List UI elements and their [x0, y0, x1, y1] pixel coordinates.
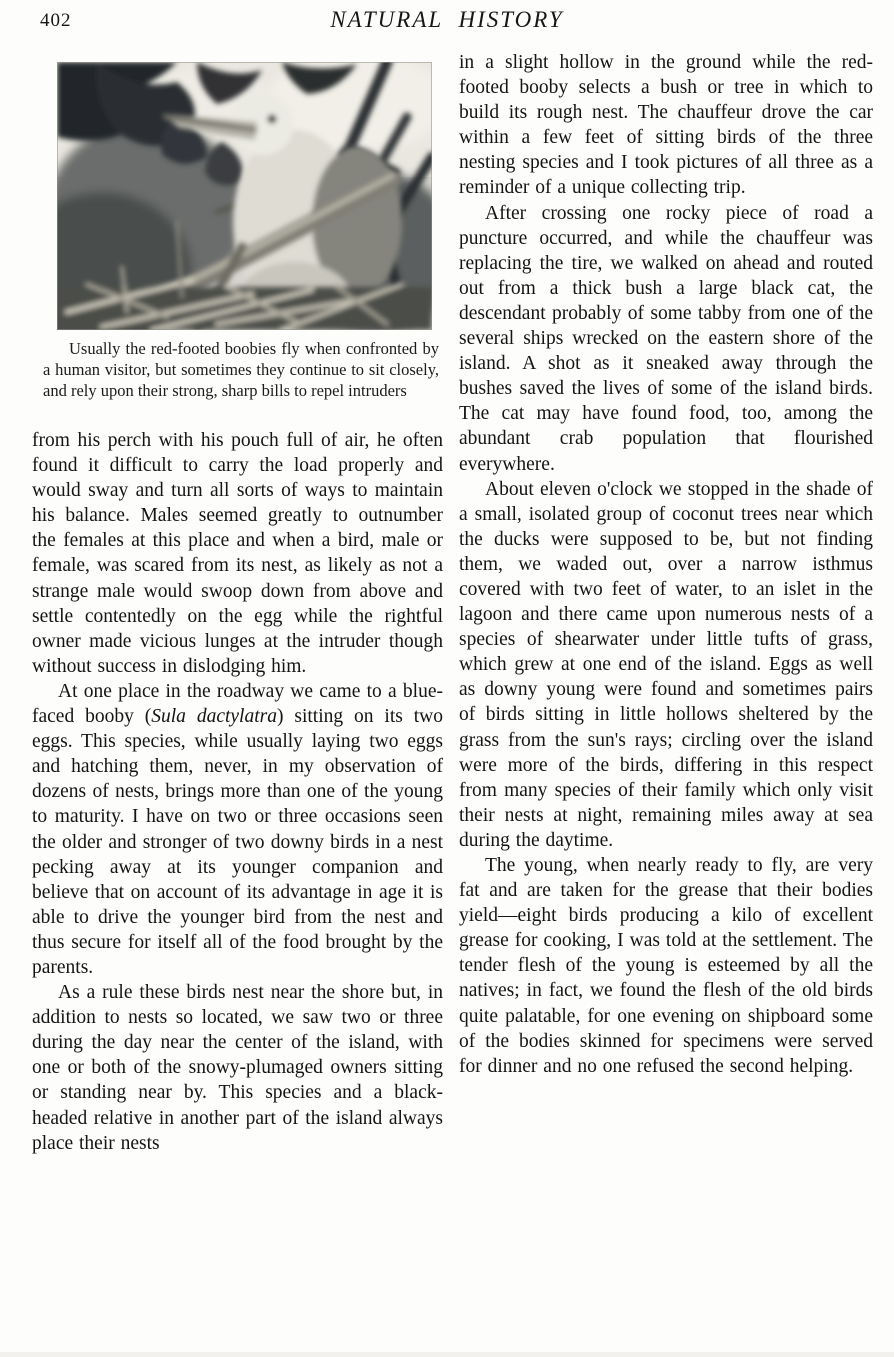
paragraph: from his perch with his pouch full of air, he often found it difficult to carry the load properly and would sway and turn all sorts of ways to maintain his balance. Males seemed greatly to outnumber the females at this place and when a bird, male or female, was scared from its nest, as likely as not a strange male would swoop down from above and settle contentedly on the egg while the rightful owner made vicious lunges at the intruder though without success in dislodging him. [32, 430, 443, 677]
paragraph: As a rule these birds nest near the shore but, in addition to nests so located, we saw two or three during the day near the center of the island, with one or both of the snowy-plumaged owners sitting or standing near by. This species and a black-headed relative in another part of the island always place their nests [32, 982, 443, 1154]
paragraph: About eleven o'clock we stopped in the shade of a small, isolated group of coconut trees near which the ducks were supposed to be, but not finding them, we waded out, over a narrow isthmus covered with two feet of water, to an islet in the lagoon and there came upon numerous nests of a species of shearwater under little tufts of grass, which grew at one end of the island. Eggs as well as downy young were found and sometimes pairs of birds sitting in little hollows sheltered by the grass from the sun's rays; circling over the island were more of the birds, differing in this respect from many species of their family which only visit their nests at night, remaining miles away at sea during the daytime. [459, 478, 873, 851]
photo-caption: Usually the red-footed boobies fly when confronted by a human visitor, but sometimes they continue to sit closely, and rely upon their strong, sharp bills to repel intruders [43, 339, 439, 400]
paragraph-text: At one place in the roadway we came to a blue-faced booby ( [32, 680, 443, 728]
right-text-column [459, 50, 873, 1079]
paragraph [32, 679, 443, 980]
scan-edge-artifact [0, 1352, 894, 1357]
paragraph: The young, when nearly ready to fly, are very fat and are taken for the grease that their bodies yield—eight birds producing a kilo of excellent grease for cooking, I was told at the settlement. The tender flesh of the young is esteemed by all the natives; in fact, we found the flesh of the old birds quite palatable, for one evening on shipboard some of the bodies skinned for specimens were served for dinner and no one refused the second helping. [459, 855, 873, 1077]
booby-photo-figure [57, 62, 432, 330]
left-text-column [32, 428, 443, 1156]
paragraph: in a slight hollow in the ground while the red-footed booby selects a bush or tree in which to build its rough nest. The chauffeur drove the car within a few feet of sitting birds of the three nesting species and I took pictures of all three as a reminder of a unique collecting trip. [459, 52, 873, 199]
journal-title: NATURAL HISTORY [330, 7, 564, 32]
species-name: Sula dactylatra [151, 706, 277, 728]
paragraph: After crossing one rocky piece of road a puncture occurred, and while the chauffeur was replacing the tire, we walked on ahead and routed out from a thick bush a large black cat, the descendant probably of some tabby from one of the several ships wrecked on the eastern shore of the island. A shot as it sneaked away through the bushes saved the lives of some of the island birds. The cat may have found food, too, among the abundant crab population that flourished everywhere. [459, 202, 873, 475]
paragraph-text: ) sitting on its two eggs. This species, while usually laying two eggs and hatching them, never, in my observation of dozens of nests, brings more than one of the young to maturity. I have on two or three occasions seen the older and stronger of two downy birds in a nest pecking away at its younger companion and believe that on account of its advantage in age it is able to drive the younger bird from the nest and thus secure for itself all of the food brought by the parents. [32, 706, 443, 978]
booby-photo [57, 62, 432, 330]
page-number: 402 [40, 10, 72, 31]
